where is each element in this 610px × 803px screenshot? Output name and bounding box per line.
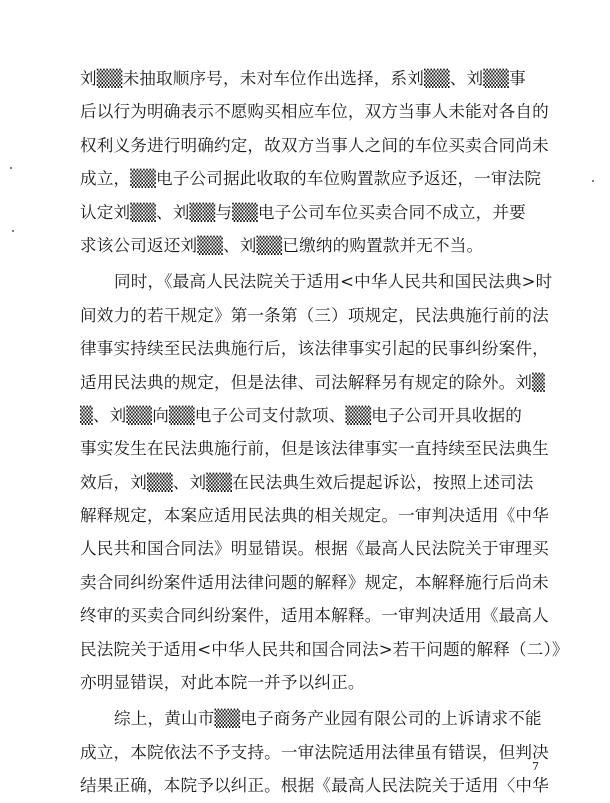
text-line: 同时，《最高人民法院关于适用<中华人民共和国民法典>时 [114, 272, 553, 292]
text-line: 律事实持续至民法典施行后，该法律事实引起的民事纠纷案件， [80, 339, 549, 359]
text-line: 间效力的若干规定》第一条第（三）项规定，民法典施行前的法 [80, 305, 549, 325]
text-line: 效后，刘▒▒、刘▒▒在民法典生效后提起诉讼，按照上述司法 [80, 472, 534, 492]
text-line: 卖合同纠纷案件适用法律问题的解释》规定，本解释施行后尚未 [80, 572, 549, 592]
text-line: 终审的买卖合同纠纷案件，适用本解释。一审判决适用《最高人 [80, 606, 549, 626]
text-line: 亦明显错误，对此本院一并予以纠正。 [80, 673, 365, 693]
text-line: 适用民法典的规定，但是法律、司法解释另有规定的除外。刘▒ [80, 372, 545, 392]
page-number: 7 [532, 760, 539, 773]
margin-mark [10, 167, 12, 169]
text-line: 民法院关于适用<中华人民共和国合同法>若干问题的解释（二）》 [80, 639, 569, 659]
text-line: 成立，本院依法不予支持。一审法院适用法律虽有错误，但判决 [80, 742, 549, 762]
margin-mark [12, 230, 14, 232]
text-line: 后以行为明确表示不愿购买相应车位，双方当事人未能对各自的 [80, 102, 549, 122]
text-line: 解释规定，本案应适用民法典的相关规定。一审判决适用《中华 [80, 506, 549, 526]
text-line: 认定刘▒▒、刘▒▒与▒▒电子公司车位买卖合同不成立，并要 [80, 202, 526, 222]
text-line: 成立，▒▒电子公司据此收取的车位购置款应予返还，一审法院 [80, 169, 542, 189]
text-line: 综上，黄山市▒▒电子商务产业园有限公司的上诉请求不能 [114, 709, 542, 729]
text-line: 权利义务进行明确约定，故双方当事人之间的车位买卖合同尚未 [80, 135, 549, 155]
text-line: 事实发生在民法典施行前，但是该法律事实一直持续至民法典生 [80, 439, 549, 459]
text-line: 人民共和国合同法》明显错误。根据《最高人民法院关于审理买 [80, 539, 549, 559]
document-body [80, 62, 569, 803]
text-line: 结果正确，本院予以纠正。根据《最高人民法院关于适用〈中华 [80, 776, 549, 796]
text-line: 刘▒▒未抽取顺序号，未对车位作出选择，系刘▒▒、刘▒▒事 [80, 69, 526, 88]
margin-mark [592, 180, 594, 182]
text-line: 求该公司返还刘▒▒、刘▒▒已缴纳的购置款并无不当。 [80, 235, 484, 255]
text-line: ▒、刘▒▒向▒▒电子公司支付款项、▒▒电子公司开具收据的 [80, 405, 522, 425]
